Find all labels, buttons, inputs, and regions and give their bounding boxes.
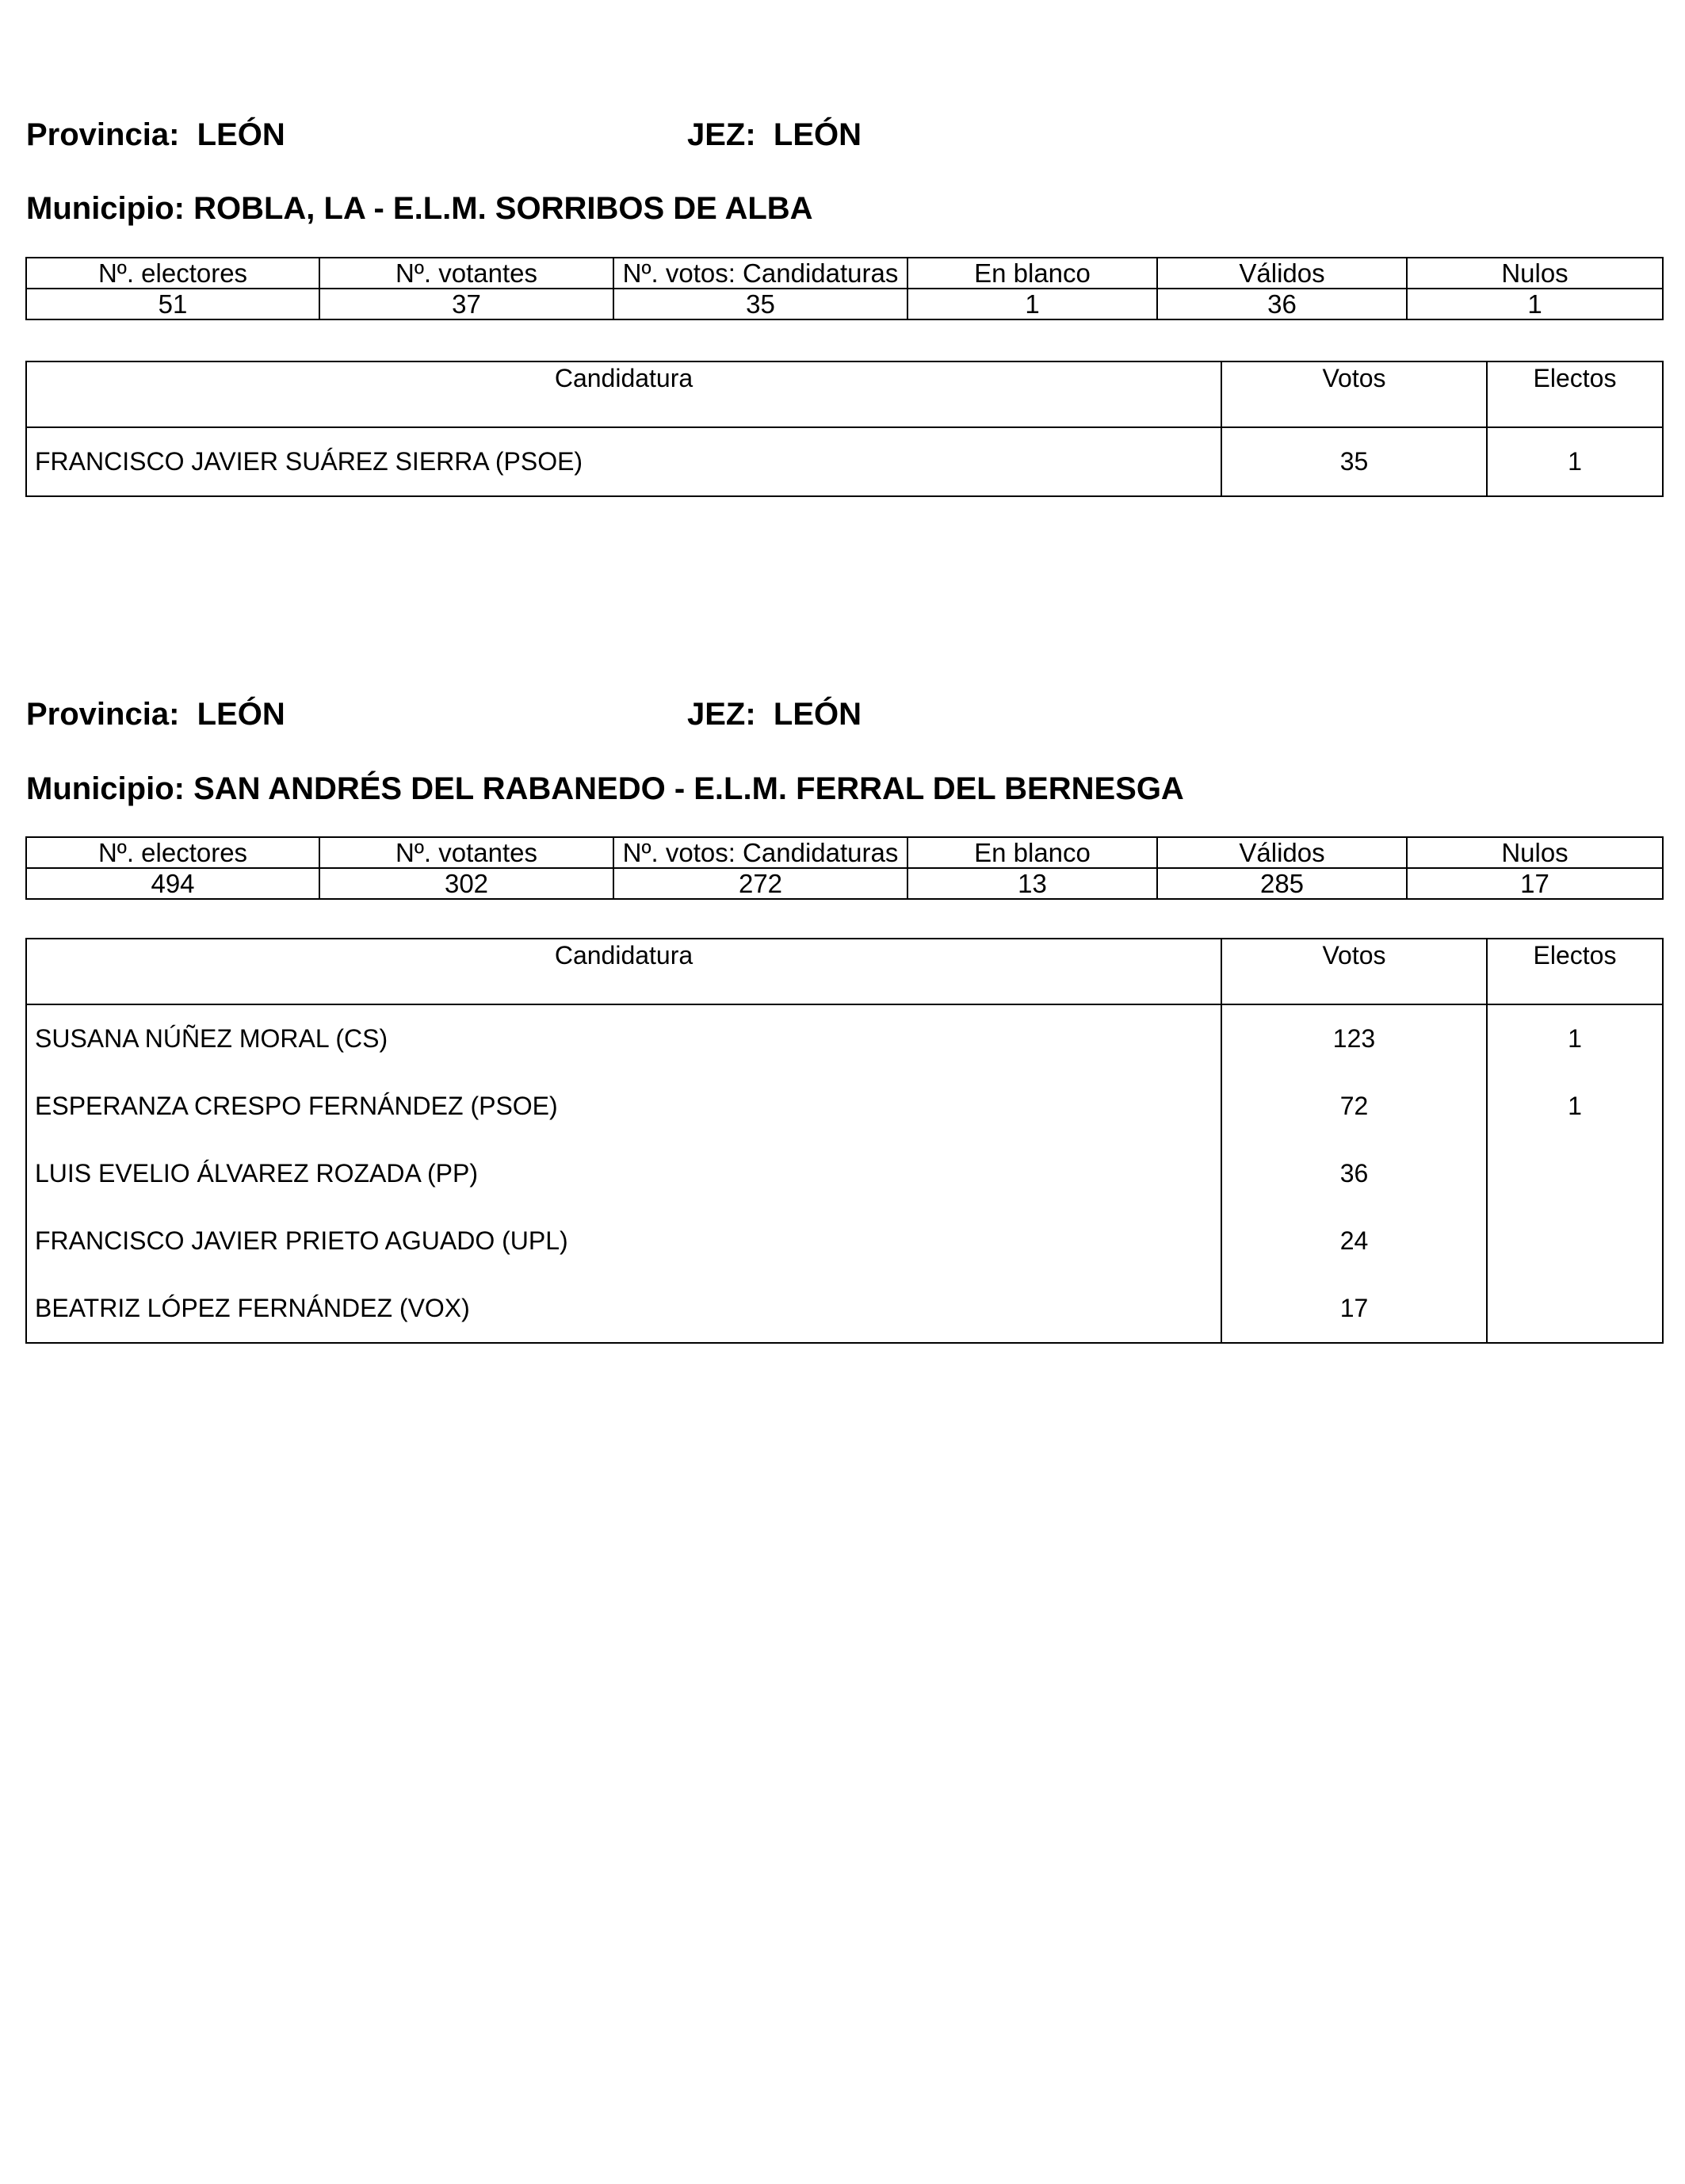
electos-header: Electos <box>1487 361 1663 427</box>
table-row <box>26 1004 1663 1073</box>
stats-header-row <box>26 837 1663 868</box>
municipio-heading <box>26 773 1184 805</box>
candidates-table <box>25 938 1664 1344</box>
candidate-electos: 1 <box>1487 427 1663 496</box>
candidate-votos: 72 <box>1221 1073 1487 1140</box>
candidatura-header: Candidatura <box>26 361 1221 427</box>
jez-value: LEÓN <box>773 117 862 152</box>
candidate-votos: 36 <box>1221 1140 1487 1207</box>
stats-header: Nº. votantes <box>319 258 613 289</box>
candidate-name: SUSANA NÚÑEZ MORAL (CS) <box>26 1004 1221 1073</box>
stats-header: Nº. votos: Candidaturas <box>613 258 907 289</box>
candidate-name: FRANCISCO JAVIER SUÁREZ SIERRA (PSOE) <box>26 427 1221 496</box>
table-row <box>26 1207 1663 1275</box>
provincia-value: LEÓN <box>197 697 285 732</box>
candidate-votos: 35 <box>1221 427 1487 496</box>
candidate-votos: 123 <box>1221 1004 1487 1073</box>
stats-value: 17 <box>1407 868 1663 899</box>
stats-value: 51 <box>26 289 319 319</box>
candidate-votos: 17 <box>1221 1275 1487 1343</box>
jez-heading <box>687 119 862 151</box>
stats-header: En blanco <box>907 258 1157 289</box>
candidate-electos <box>1487 1275 1663 1343</box>
stats-value: 37 <box>319 289 613 319</box>
municipio-label: Municipio: <box>26 191 185 226</box>
candidatura-header: Candidatura <box>26 939 1221 1004</box>
municipio-value: SAN ANDRÉS DEL RABANEDO - E.L.M. FERRAL DEL BERNESGA <box>193 771 1184 806</box>
table-row <box>26 1140 1663 1207</box>
candidate-name: LUIS EVELIO ÁLVAREZ ROZADA (PP) <box>26 1140 1221 1207</box>
stats-header: Nº. votantes <box>319 837 613 868</box>
provincia-value: LEÓN <box>197 117 285 152</box>
stats-value: 285 <box>1157 868 1407 899</box>
jez-label: JEZ: <box>687 117 756 152</box>
stats-value-row <box>26 868 1663 899</box>
stats-header: Nulos <box>1407 258 1663 289</box>
stats-header: Nulos <box>1407 837 1663 868</box>
candidate-name: BEATRIZ LÓPEZ FERNÁNDEZ (VOX) <box>26 1275 1221 1343</box>
candidate-electos <box>1487 1140 1663 1207</box>
candidate-electos <box>1487 1207 1663 1275</box>
table-row <box>26 1073 1663 1140</box>
stats-header: Válidos <box>1157 258 1407 289</box>
stats-header: Nº. votos: Candidaturas <box>613 837 907 868</box>
municipio-label: Municipio: <box>26 771 185 806</box>
jez-label: JEZ: <box>687 697 756 732</box>
candidate-electos: 1 <box>1487 1073 1663 1140</box>
stats-table <box>25 836 1664 900</box>
stats-table <box>25 257 1664 320</box>
stats-header: Nº. electores <box>26 258 319 289</box>
votos-header: Votos <box>1221 939 1487 1004</box>
table-row <box>26 427 1663 496</box>
stats-value: 272 <box>613 868 907 899</box>
candidate-votos: 24 <box>1221 1207 1487 1275</box>
candidates-header-row <box>26 361 1663 427</box>
provincia-label: Provincia: <box>26 117 180 152</box>
votos-header: Votos <box>1221 361 1487 427</box>
stats-value: 1 <box>1407 289 1663 319</box>
provincia-heading <box>26 119 285 151</box>
stats-header-row <box>26 258 1663 289</box>
stats-value: 13 <box>907 868 1157 899</box>
provincia-label: Provincia: <box>26 697 180 732</box>
candidate-name: ESPERANZA CRESPO FERNÁNDEZ (PSOE) <box>26 1073 1221 1140</box>
candidates-header-row <box>26 939 1663 1004</box>
stats-header: Válidos <box>1157 837 1407 868</box>
candidate-electos: 1 <box>1487 1004 1663 1073</box>
stats-value: 494 <box>26 868 319 899</box>
stats-value: 302 <box>319 868 613 899</box>
municipio-value: ROBLA, LA - E.L.M. SORRIBOS DE ALBA <box>193 191 813 226</box>
candidates-table <box>25 361 1664 497</box>
stats-value-row <box>26 289 1663 319</box>
candidate-name: FRANCISCO JAVIER PRIETO AGUADO (UPL) <box>26 1207 1221 1275</box>
electos-header: Electos <box>1487 939 1663 1004</box>
jez-value: LEÓN <box>773 697 862 732</box>
municipio-heading <box>26 193 813 224</box>
provincia-heading <box>26 698 285 730</box>
stats-value: 1 <box>907 289 1157 319</box>
stats-header: Nº. electores <box>26 837 319 868</box>
stats-value: 35 <box>613 289 907 319</box>
stats-value: 36 <box>1157 289 1407 319</box>
stats-header: En blanco <box>907 837 1157 868</box>
table-row <box>26 1275 1663 1343</box>
jez-heading <box>687 698 862 730</box>
